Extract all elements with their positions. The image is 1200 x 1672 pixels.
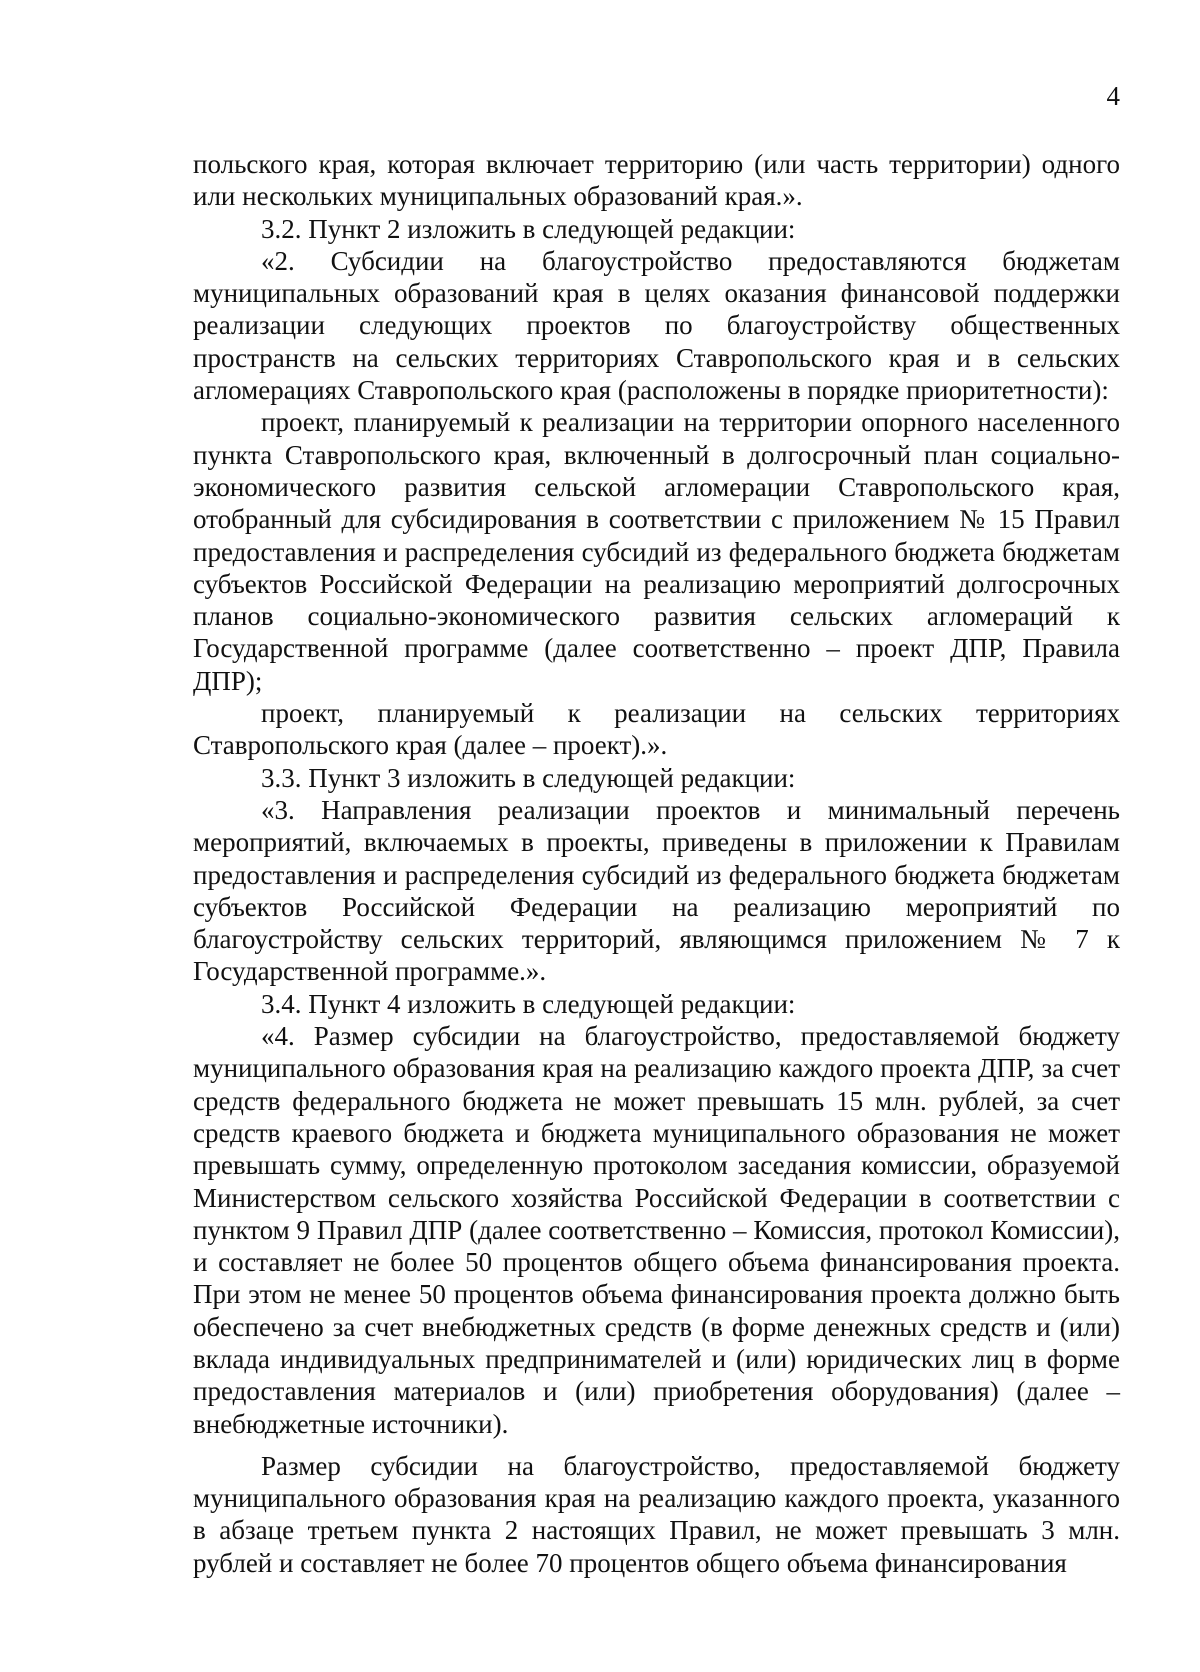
paragraph-continuation: польского края, которая включает территорию (или часть территории) одного или нескольких муниципальных образований края.». <box>193 149 1120 212</box>
paragraph-project-dpr: проект, планируемый к реализации на территории опорного населенного пункта Ставропольского края, включенный в долгосрочный план социально-экономического развития сельской агломерации Ставропольского края, отобранный для субсидирования в соответствии с приложением № 15 Правил предоставления и распределения субсидий из федерального бюджета бюджетам субъектов Российской Федерации на реализацию мероприятий долгосрочных планов социально-экономического развития сельских агломераций к Государственной программе (далее соответственно – проект ДПР, Правила ДПР); <box>193 407 1120 696</box>
document-body <box>193 148 1120 1579</box>
paragraph-item-3-4: 3.4. Пункт 4 изложить в следующей редакции: <box>261 988 796 1019</box>
paragraph-clause-3: «3. Направления реализации проектов и минимальный перечень мероприятий, включаемых в проекты, приведены в приложении к Правилам предоставления и распределения субсидий из федерального бюджета бюджетам субъектов Российской Федерации на реализацию мероприятий по благоустройству сельских территорий, являющимся приложением № 7 к Государственной программе.». <box>193 794 1120 987</box>
paragraph-item-3-3: 3.3. Пункт 3 изложить в следующей редакции: <box>261 762 796 793</box>
paragraph-item-3-2: 3.2. Пункт 2 изложить в следующей редакции: <box>261 213 796 244</box>
page-number: 4 <box>1106 81 1120 111</box>
paragraph-clause-2: «2. Субсидии на благоустройство предоставляются бюджетам муниципальных образований края в целях оказания финансовой поддержки реализации следующих проектов по благоустройству общественных пространств на сельских территориях Ставропольского края и в сельских агломерациях Ставропольского края (расположены в порядке приоритетности): <box>193 245 1120 406</box>
paragraph-clause-4: «4. Размер субсидии на благоустройство, предоставляемой бюджету муниципального образования края на реализацию каждого проекта ДПР, за счет средств федерального бюджета не может превышать 15 млн. рублей, за счет средств краевого бюджета и бюджета муниципального образования не может превышать сумму, определенную протоколом заседания комиссии, образуемой Министерством сельского хозяйства Российской Федерации в соответствии с пунктом 9 Правил ДПР (далее соответственно – Комиссия, протокол Комиссии), и составляет не более 50 процентов общего объема финансирования проекта. При этом не менее 50 процентов объема финансирования проекта должно быть обеспечено за счет внебюджетных средств (в форме денежных средств и (или) вклада индивидуальных предпринимателей и (или) юридических лиц в форме предоставления материалов и (или) приобретения оборудования) (далее – внебюджетные источники). <box>193 1021 1120 1439</box>
paragraph-subsidy-size: Размер субсидии на благоустройство, предоставляемой бюджету муниципального образования края на реализацию каждого проекта, указанного в абзаце третьем пункта 2 настоящих Правил, не может превышать 3 млн. рублей и составляет не более 70 процентов общего объема финансирования <box>193 1450 1120 1578</box>
paragraph-project: проект, планируемый к реализации на сельских территориях Ставропольского края (далее – проект).». <box>193 698 1120 761</box>
